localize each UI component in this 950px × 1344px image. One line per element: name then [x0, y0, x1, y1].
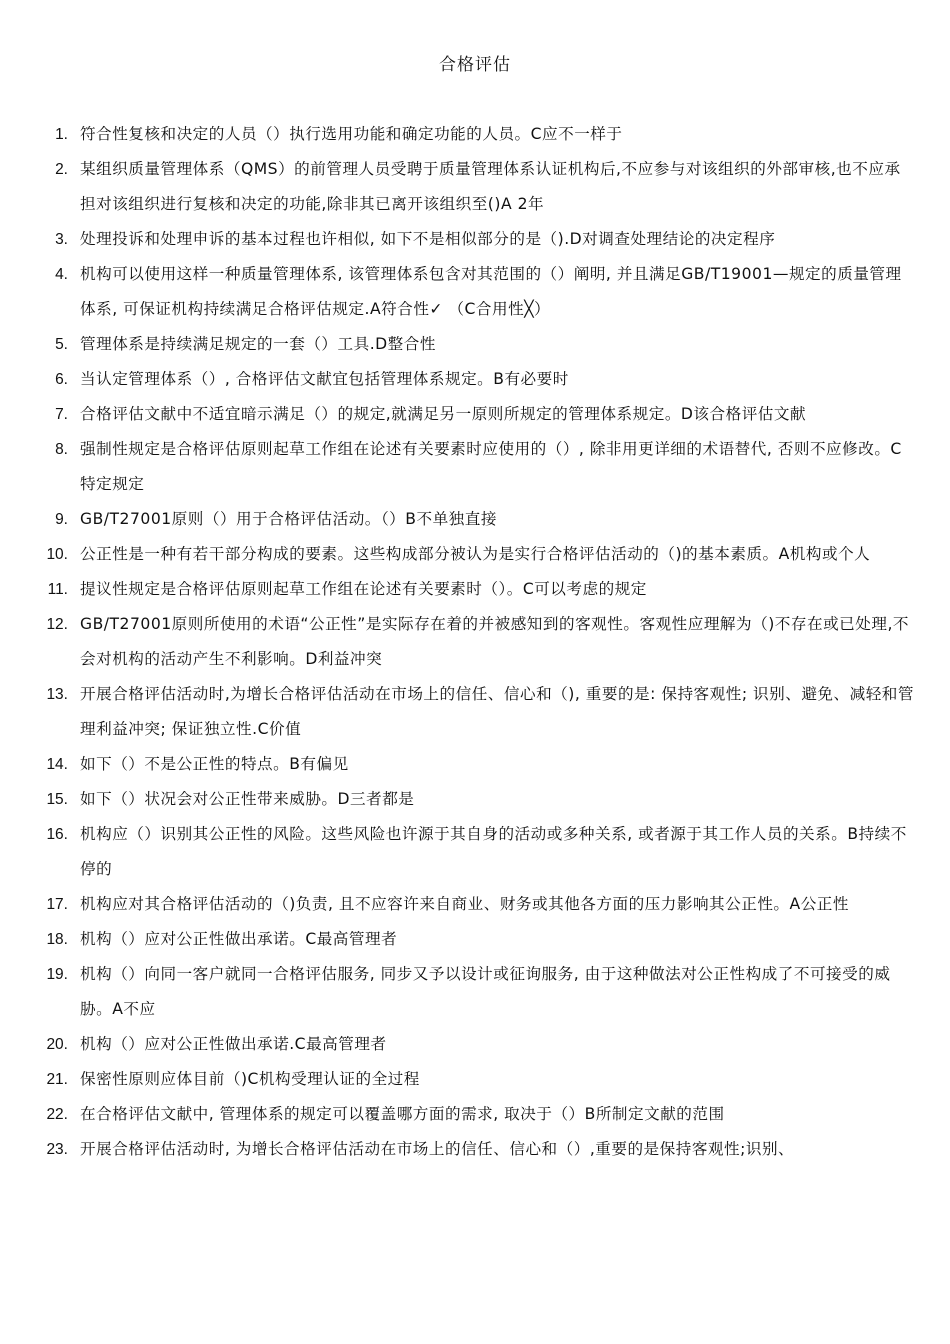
question-item	[0, 887, 950, 922]
question-text: 机构应对其合格评估活动的（)负责, 且不应容许来自商业、财务或其他各方面的压力影响其公正性。A公正性	[80, 895, 849, 913]
question-number: 4.	[55, 266, 68, 283]
question-number: 14.	[46, 756, 68, 773]
question-item	[0, 432, 950, 502]
question-number: 20.	[46, 1036, 68, 1053]
question-item	[0, 782, 950, 817]
question-item	[0, 362, 950, 397]
question-text: GB/T27001原则（）用于合格评估活动。（）B不单独直接	[80, 510, 497, 528]
question-text: 如下（）不是公正性的特点。B有偏见	[80, 755, 349, 773]
question-item	[0, 222, 950, 257]
question-text: 机构可以使用这样一种质量管理体系, 该管理体系包含对其范围的（）阐明, 并且满足GB/T19001—规定的质量管理体系, 可保证机构持续满足合格评估规定.A符合性✓ （C合用性╳）	[80, 265, 902, 318]
question-number: 22.	[46, 1106, 68, 1123]
question-item	[0, 1132, 950, 1167]
question-number: 3.	[55, 231, 68, 248]
question-number: 5.	[55, 336, 68, 353]
question-text: 公正性是一种有若干部分构成的要素。这些构成部分被认为是实行合格评估活动的（)的基本素质。A机构或个人	[80, 545, 871, 563]
question-item	[0, 922, 950, 957]
question-text: 合格评估文献中不适宜暗示满足（）的规定,就满足另一原则所规定的管理体系规定。D该合格评估文献	[80, 405, 807, 423]
question-item	[0, 1027, 950, 1062]
question-number: 13.	[46, 686, 68, 703]
question-text: 强制性规定是合格评估原则起草工作组在论述有关要素时应使用的（）, 除非用更详细的术语替代, 否则不应修改。C特定规定	[80, 440, 902, 493]
question-number: 12.	[46, 616, 68, 633]
question-item	[0, 1097, 950, 1132]
question-number: 11.	[47, 581, 68, 598]
question-number: 17.	[46, 896, 68, 913]
question-text: 管理体系是持续满足规定的一套（）工具.D整合性	[80, 335, 436, 353]
question-text: 机构（）向同一客户就同一合格评估服务, 同步又予以设计或征询服务, 由于这种做法对公正性构成了不可接受的威胁。A不应	[80, 965, 891, 1018]
question-item	[0, 817, 950, 887]
question-item	[0, 117, 950, 152]
question-number: 8.	[55, 441, 68, 458]
question-text: 当认定管理体系（）, 合格评估文献宜包括管理体系规定。B有必要时	[80, 370, 569, 388]
question-text: 机构（）应对公正性做出承诺.C最高管理者	[80, 1035, 387, 1053]
question-number: 23.	[46, 1141, 68, 1158]
question-number: 7.	[55, 406, 68, 423]
question-number: 10.	[46, 546, 68, 563]
question-number: 21.	[46, 1071, 68, 1088]
question-item	[0, 257, 950, 327]
question-number: 18.	[46, 931, 68, 948]
question-number: 9.	[55, 511, 68, 528]
question-item	[0, 607, 950, 677]
question-text: 机构应（）识别其公正性的风险。这些风险也许源于其自身的活动或多种关系, 或者源于其工作人员的关系。B持续不停的	[80, 825, 907, 878]
question-text: 保密性原则应体目前（)C机构受理认证的全过程	[80, 1070, 420, 1088]
question-item	[0, 502, 950, 537]
question-item	[0, 537, 950, 572]
question-text: 开展合格评估活动时,为增长合格评估活动在市场上的信任、信心和（), 重要的是: 保持客观性; 识别、避免、减轻和管理利益冲突; 保证独立性.C价值	[80, 685, 914, 738]
question-text: 开展合格评估活动时, 为增长合格评估活动在市场上的信任、信心和（）,重要的是保持客观性;识别、	[80, 1140, 795, 1158]
question-text: 某组织质量管理体系（QMS）的前管理人员受聘于质量管理体系认证机构后,不应参与对该组织的外部审核,也不应承担对该组织进行复核和决定的功能,除非其已离开该组织至()A 2年	[80, 160, 901, 213]
question-item	[0, 1062, 950, 1097]
question-item	[0, 327, 950, 362]
question-item	[0, 957, 950, 1027]
question-item	[0, 677, 950, 747]
question-text: 如下（）状况会对公正性带来威胁。D三者都是	[80, 790, 415, 808]
question-item	[0, 572, 950, 607]
question-number: 2.	[55, 161, 68, 178]
question-text: 提议性规定是合格评估原则起草工作组在论述有关要素时（）。C可以考虑的规定	[80, 580, 647, 598]
question-item	[0, 152, 950, 222]
question-number: 6.	[55, 371, 68, 388]
question-number: 16.	[46, 826, 68, 843]
question-item	[0, 397, 950, 432]
question-number: 19.	[46, 966, 68, 983]
question-number: 15.	[46, 791, 68, 808]
question-list	[0, 117, 950, 1167]
question-number: 1.	[55, 126, 68, 143]
question-text: 机构（）应对公正性做出承诺。C最高管理者	[80, 930, 398, 948]
question-text: GB/T27001原则所使用的术语“公正性”是实际存在着的并被感知到的客观性。客观性应理解为（)不存在或已处理,不会对机构的活动产生不利影响。D利益冲突	[80, 615, 909, 668]
page-title: 合格评估	[439, 55, 511, 75]
question-text: 符合性复核和决定的人员（）执行选用功能和确定功能的人员。C应不一样于	[80, 125, 623, 143]
question-item	[0, 747, 950, 782]
question-text: 处理投诉和处理申诉的基本过程也许相似, 如下不是相似部分的是（).D对调查处理结论的决定程序	[80, 230, 776, 248]
question-text: 在合格评估文献中, 管理体系的规定可以覆盖哪方面的需求, 取决于（）B所制定文献的范围	[80, 1105, 725, 1123]
